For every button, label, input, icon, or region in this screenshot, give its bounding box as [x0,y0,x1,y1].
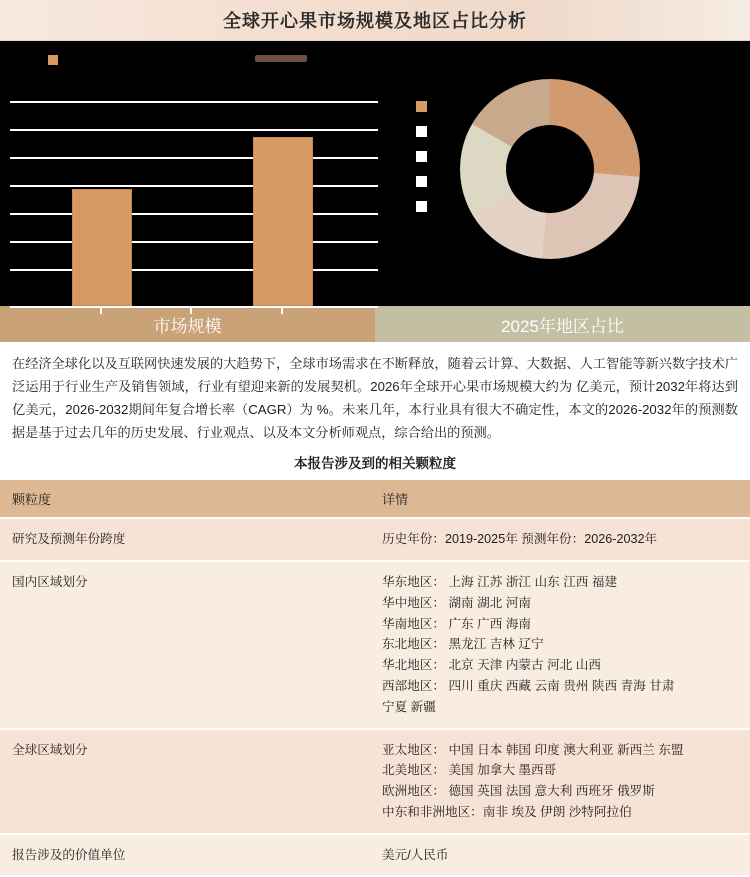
legend-swatch-icon [416,151,427,162]
donut-ring [460,79,640,259]
row-detail-year-span: 历史年份：2019-2025年 预测年份：2026-2032年 [370,518,750,561]
legend-swatch-icon [416,201,427,212]
donut-graphic [460,79,650,269]
table-row [0,834,750,877]
legend-swatch-icon [48,55,58,65]
row-detail-value-unit: 美元/人民币 [370,834,750,877]
bar-2024 [72,189,132,306]
table-header-row [0,480,750,518]
bar-legend-label-2 [255,55,307,62]
donut-legend-item-4 [416,176,444,187]
donut-legend-item-3 [416,151,444,162]
tab-region-share[interactable]: 2025年地区占比 [375,306,750,342]
row-label-year-span: 研究及预测年份跨度 [0,518,370,561]
table-row [0,561,750,728]
tab-market-size[interactable]: 市场规模 [0,306,375,342]
donut-chart-legend [416,101,444,226]
charts-band [0,41,750,306]
table-row [0,518,750,561]
legend-swatch-icon [416,126,427,137]
bar-legend-item-1 [48,55,64,65]
intro-paragraph: 在经济全球化以及互联网快速发展的大趋势下，全球市场需求在不断释放，随着云计算、大数据、人工智能等新兴数字技术广泛运用于行业生产及销售领域，行业有望迎来新的发展契机。2026年全球开心果市场规模大约为 亿美元，预计2032年将达到 亿美元，2026-2032期间年复合增长率（CAGR）为 %。未来几年，本行业具有很大不确定性，本文的2026-2032年的预测数据是基于过去几年的历史发展、行业观点、以及本文分析师观点，综合给出的预测。 [12,356,738,441]
table-col-header-detail: 详情 [370,480,750,518]
row-detail-domestic-regions: 华东地区： 上海 江苏 浙江 山东 江西 福建 华中地区： 湖南 湖北 河南 华南地区： 广东 广西 海南 东北地区： 黑龙江 吉林 辽宁 华北地区： 北京 天津 内蒙古 河北 山西 西部地区： 四川 重庆 西藏 云南 贵州 陕西 青海 甘肃 宁夏 新疆 [370,561,750,728]
granularity-table [0,480,750,877]
row-label-global-regions: 全球区域划分 [0,729,370,834]
legend-swatch-icon [416,101,427,112]
bar-chart-bars [10,101,378,316]
donut-chart [410,41,750,306]
page-header [0,0,750,41]
donut-legend-item-5 [416,201,444,212]
table-row [0,729,750,834]
row-detail-global-regions: 亚太地区： 中国 日本 韩国 印度 澳大利亚 新西兰 东盟 北美地区： 美国 加拿大 墨西哥 欧洲地区： 德国 英国 法国 意大利 西班牙 俄罗斯 中东和非洲地区：南非 埃及 伊朗 沙特阿拉伯 [370,729,750,834]
page-title: 全球开心果市场规模及地区占比分析 [223,11,527,31]
row-label-domestic-regions: 国内区域划分 [0,561,370,728]
legend-swatch-icon [416,176,427,187]
donut-legend-item-1 [416,101,444,112]
row-label-value-unit: 报告涉及的价值单位 [0,834,370,877]
donut-hole [506,125,594,213]
bar-legend-item-2 [255,55,307,62]
bar-chart-legend [0,55,410,77]
section-title: 本报告涉及到的相关颗粒度 [294,456,456,472]
bar-2025 [253,137,313,306]
donut-legend-item-2 [416,126,444,137]
table-col-header-granularity: 颗粒度 [0,480,370,518]
bar-chart [0,41,410,306]
